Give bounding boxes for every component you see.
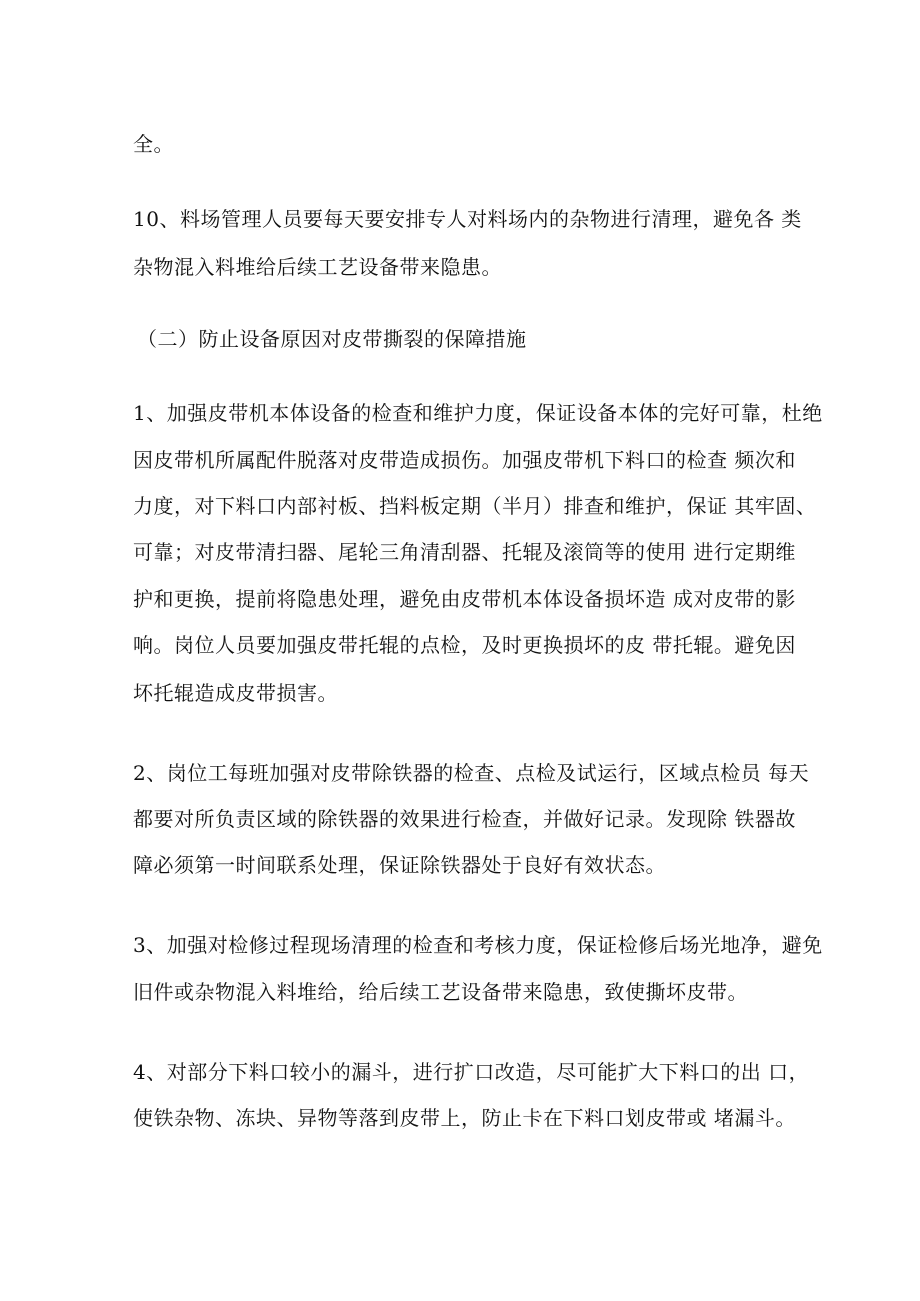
text-line: 障必须第一时间联系处理，保证除铁器处于良好有效状态。 bbox=[133, 853, 666, 877]
text-line: 全。 bbox=[133, 132, 174, 156]
text-line: 10、料场管理人员要每天要安排专人对料场内的杂物进行清理，避免各 类 bbox=[133, 207, 802, 231]
text-line: 旧件或杂物混入料堆给，给后续工艺设备带来隐患，致使撕坏皮带。 bbox=[133, 980, 748, 1004]
text-line: 坏托辊造成皮带损害。 bbox=[133, 681, 338, 705]
text-line: 4、对部分下料口较小的漏斗，进行扩口改造，尽可能扩大下料口的出 口， bbox=[133, 1060, 810, 1084]
text-line: 杂物混入料堆给后续工艺设备带来隐患。 bbox=[133, 255, 502, 279]
section-heading: （二）防止设备原因对皮带撕裂的保障措施 bbox=[137, 327, 527, 351]
text-line: 2、岗位工每班加强对皮带除铁器的检查、点检及试运行，区域点检员 每天 bbox=[133, 761, 810, 785]
text-line: 因皮带机所属配件脱落对皮带造成损伤。加强皮带机下料口的检查 频次和 bbox=[133, 448, 796, 472]
text-line: 护和更换，提前将隐患处理，避免由皮带机本体设备损坏造 成对皮带的影 bbox=[133, 587, 796, 611]
text-line: 3、加强对检修过程现场清理的检查和考核力度，保证检修后场光地净，避免 bbox=[133, 933, 823, 957]
text-line: 都要对所负责区域的除铁器的效果进行检查，并做好记录。发现除 铁器故 bbox=[133, 807, 796, 831]
text-line: 可靠；对皮带清扫器、尾轮三角清刮器、托辊及滚筒等的使用 进行定期维 bbox=[133, 540, 796, 564]
text-line: 使铁杂物、冻块、异物等落到皮带上，防止卡在下料口划皮带或 堵漏斗。 bbox=[133, 1106, 796, 1130]
text-line: 力度，对下料口内部衬板、挡料板定期（半月）排查和维护，保证 其牢固、 bbox=[133, 494, 817, 518]
text-line: 响。岗位人员要加强皮带托辊的点检，及时更换损坏的皮 带托辊。避免因 bbox=[133, 633, 796, 657]
text-line: 1、加强皮带机本体设备的检查和维护力度，保证设备本体的完好可靠，杜绝 bbox=[133, 401, 823, 425]
